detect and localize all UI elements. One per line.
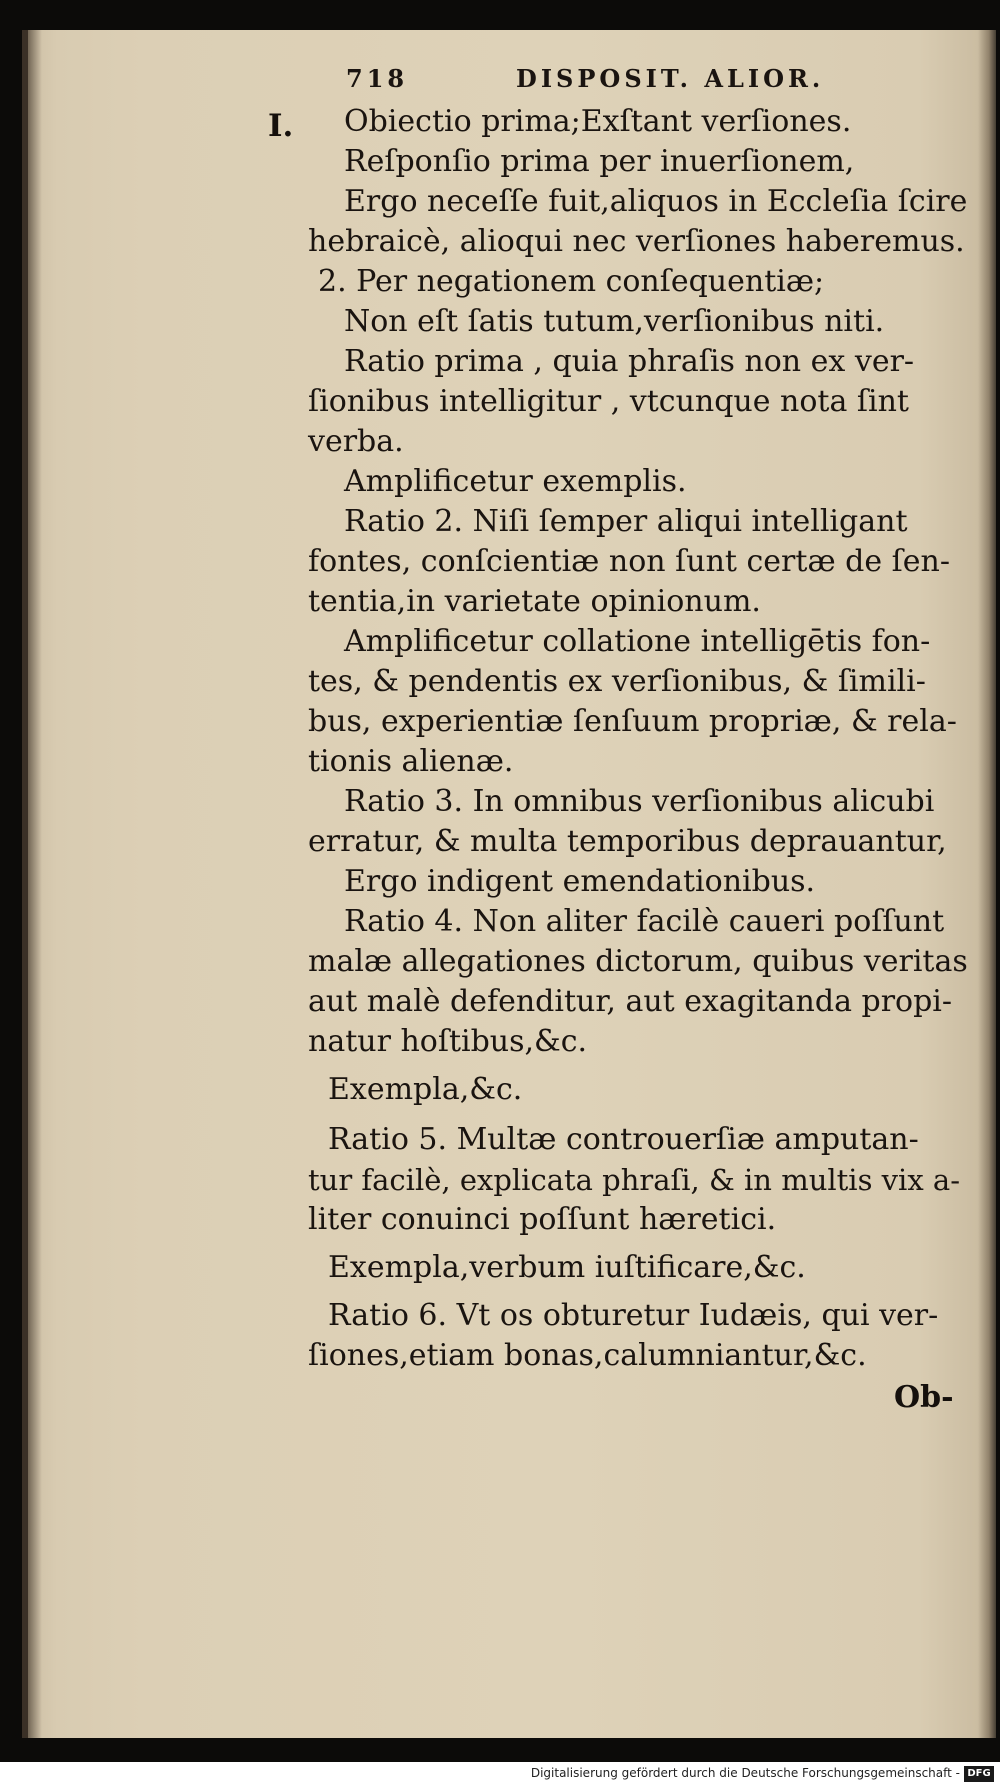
text-line: natur hoſtibus,&c. [308, 1024, 588, 1059]
text-line: ſionibus intelligitur , vtcunque nota ſint [308, 384, 909, 419]
digitization-footer [0, 1762, 1000, 1788]
text-line: Ratio 2. Niſi ſemper aliqui intelligant [344, 504, 908, 539]
text-line: 2. Per negationem conſequentiæ; [318, 264, 825, 299]
page-number: 718 [346, 64, 409, 93]
text-line: Exempla,verbum iuſtificare,&c. [328, 1250, 806, 1285]
text-block [28, 30, 996, 1738]
text-line: tes, & pendentis ex verſionibus, & ſimili- [308, 664, 926, 699]
text-line: Amplificetur exemplis. [344, 464, 687, 499]
text-line: Ergo indigent emendationibus. [344, 864, 816, 899]
text-line: Ratio 6. Vt os obturetur Iudæis, qui ver- [328, 1298, 939, 1333]
text-line: verba. [308, 424, 404, 459]
text-line: Obiectio prima;Exſtant verſiones. [344, 104, 852, 139]
text-line: bus, experientiæ ſenſuum propriæ, & rela- [308, 704, 957, 739]
footer-credit: Digitalisierung gefördert durch die Deutsche Forschungsgemeinschaft - [530, 1766, 960, 1780]
running-title: DISPOSIT. ALIOR. [516, 64, 825, 93]
text-line: fontes, conſcientiæ non ſunt certæ de ſen- [308, 544, 950, 579]
text-line: Amplificetur collatione intelligētis fon- [344, 624, 931, 659]
text-line: tionis alienæ. [308, 744, 514, 779]
text-line: liter conuinci poſſunt hæretici. [308, 1202, 777, 1237]
book-page [22, 30, 996, 1738]
text-line: Ratio prima , quia phraſis non ex ver- [344, 344, 915, 379]
text-line: Non eſt ſatis tutum,verſionibus niti. [344, 304, 885, 339]
section-marker: I. [268, 108, 294, 144]
text-line: Ergo neceſſe fuit,aliquos in Eccleſia ſcire [344, 184, 968, 219]
text-line: ſiones,etiam bonas,calumniantur,&c. [308, 1338, 867, 1373]
text-line: malæ allegationes dictorum, quibus veritas [308, 944, 968, 979]
text-line: Ratio 3. In omnibus verſionibus alicubi [344, 784, 935, 819]
text-line: aut malè defenditur, aut exagitanda propi- [308, 984, 953, 1019]
catchword: Ob- [894, 1380, 954, 1415]
text-line: Exempla,&c. [328, 1072, 523, 1107]
text-line: Reſponſio prima per inuerſionem, [344, 144, 855, 179]
dfg-logo: DFG [964, 1766, 994, 1782]
text-line: Ratio 4. Non aliter facilè caueri poſſunt [344, 904, 945, 939]
text-line: tentia,in varietate opinionum. [308, 584, 761, 619]
text-line: hebraicè, alioqui nec verſiones haberemus. [308, 224, 965, 259]
text-line: Ratio 5. Multæ controuerſiæ amputan- [328, 1122, 919, 1157]
text-line: erratur, & multa temporibus deprauantur, [308, 824, 947, 859]
text-line: tur facilè, explicata phraſi, & in multis vix a- [308, 1163, 960, 1197]
